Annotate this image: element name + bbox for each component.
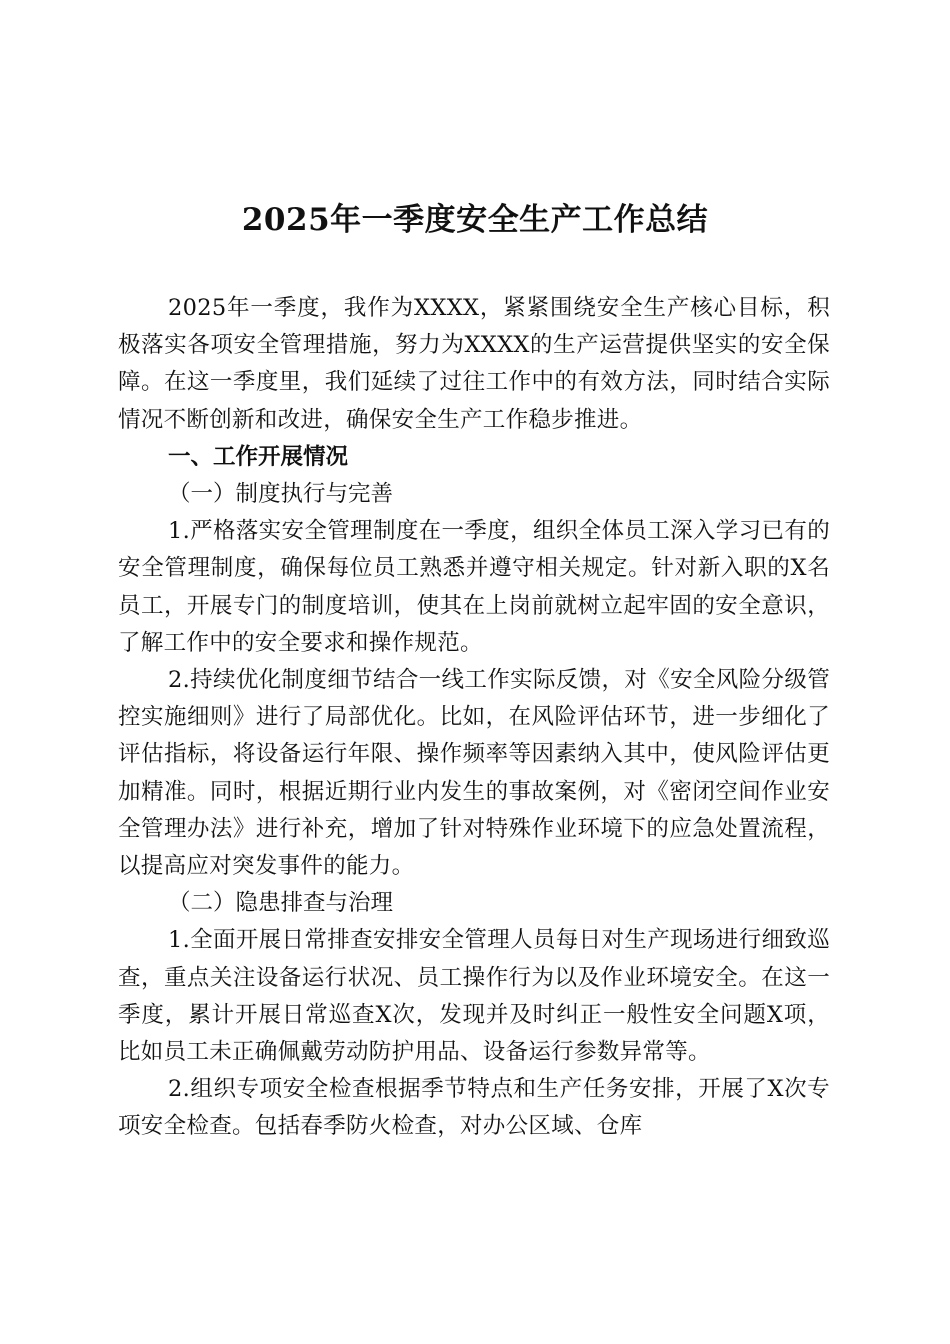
paragraph-system-2: 2.持续优化制度细节结合一线工作实际反馈，对《安全风险分级管控实施细则》进行了局部优化。比如，在风险评估环节，进一步细化了评估指标，将设备运行年限、操作频率等因素纳入其中，使风险评估更加精准。同时，根据近期行业内发生的事故案例，对《密闭空间作业安全管理办法》进行补充，增加了针对特殊作业环境下的应急处置流程，以提高应对突发事件的能力。 [118, 667, 830, 880]
document-title: 2025年一季度安全生产工作总结 [241, 202, 709, 238]
subsection-heading-system: （一）制度执行与完善 [168, 481, 394, 508]
paragraph-hazard-2: 2.组织专项安全检查根据季节特点和生产任务安排，开展了X次专项安全检查。包括春季防火检查，对办公区域、仓库 [118, 1076, 830, 1140]
section-heading-work-status: 一、工作开展情况 [168, 443, 349, 470]
intro-paragraph: 2025年一季度，我作为XXXX，紧紧围绕安全生产核心目标，积极落实各项安全管理措施，努力为XXXX的生产运营提供坚实的安全保障。在这一季度里，我们延续了过往工作中的有效方法，同时结合实际情况不断创新和改进，确保安全生产工作稳步推进。 [118, 295, 830, 433]
paragraph-hazard-1: 1.全面开展日常排查安排安全管理人员每日对生产现场进行细致巡查，重点关注设备运行状况、员工操作行为以及作业环境安全。在这一季度，累计开展日常巡查X次，发现并及时纠正一般性安全问题X项，比如员工未正确佩戴劳动防护用品、设备运行参数异常等。 [118, 927, 830, 1066]
document-body [118, 290, 830, 1146]
paragraph-system-1: 1.严格落实安全管理制度在一季度，组织全体员工深入学习已有的安全管理制度，确保每位员工熟悉并遵守相关规定。针对新入职的X名员工，开展专门的制度培训，使其在上岗前就树立起牢固的安全意识，了解工作中的安全要求和操作规范。 [118, 518, 830, 656]
subsection-heading-hazard: （二）隐患排查与治理 [168, 890, 394, 917]
